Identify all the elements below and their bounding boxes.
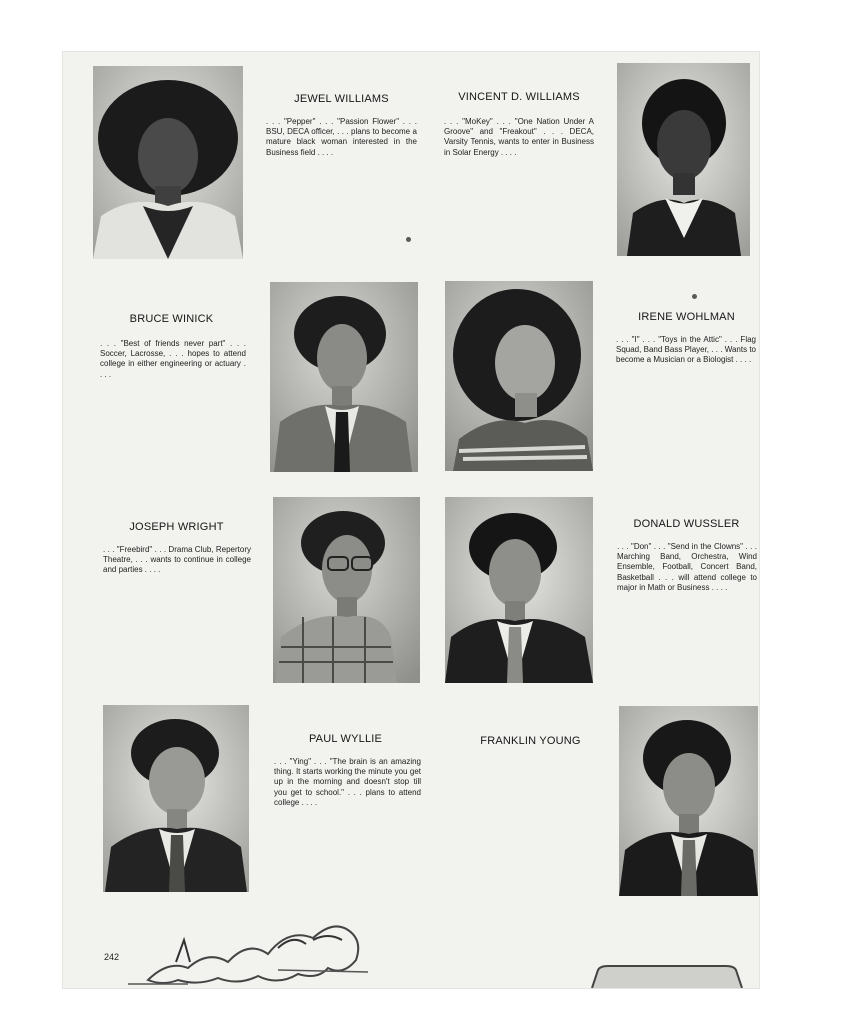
print-spot [406,237,411,242]
student-name: JOSEPH WRIGHT [129,521,224,533]
student-name: IRENE WOHLMAN [638,311,735,323]
student-name: DONALD WUSSLER [633,518,740,530]
print-spot [692,294,697,299]
student-name: VINCENT D. WILLIAMS [458,91,580,103]
student-bio: . . . "Pepper" . . . "Passion Flower" . . . BSU, DECA officer, . . . plans to become a mature black woman interested in the Business field . . . . [266,117,417,157]
portrait-franklin-young [619,706,758,896]
page-number: 242 [104,952,120,962]
student-name: JEWEL WILLIAMS [294,93,389,105]
student-name: PAUL WYLLIE [308,733,383,745]
student-bio: . . . "I" . . . "Toys in the Attic" . . . Flag Squad, Band Bass Player, . . . Wants to become a Musician or a Biologist . . . . [616,335,756,365]
student-bio: . . . "Don" . . . "Send in the Clowns" . . . Marching Band, Orchestra, Wind Ensemble, Football, Concert Band, Basketball . . . will attend college to major in Math or Business . . . . [617,542,757,592]
portrait-irene-wohlman [445,281,593,471]
portrait-jewel-williams [93,66,243,259]
portrait-donald-wussler [445,497,593,683]
wave-drawing [128,910,373,988]
portrait-joseph-wright [273,497,420,683]
student-bio: . . . "Ying" . . . "The brain is an amazing thing. It starts working the minute you get up in the morning and doesn't stop till you get to school." . . . plans to attend college . . . . [274,757,421,807]
student-bio: . . . "Best of friends never part" . . . Soccer, Lacrosse, . . . hopes to attend college in either engineering or actuary . . . . [100,339,246,379]
student-bio: . . . "Freebird" . . . Drama Club, Repertory Theatre, . . . wants to continue in college and parties . . . . [103,545,251,575]
page-tab [588,964,746,988]
portrait-vincent-d-williams [617,63,750,256]
student-name: FRANKLIN YOUNG [480,735,581,747]
student-bio: . . . "MoKey" . . . "One Nation Under A Groove" and "Freakout" . . . DECA, Varsity Tennis, wants to enter in Business in Solar Energy . . . . [444,117,594,157]
portrait-bruce-winick [270,282,418,472]
portrait-paul-wyllie [103,705,249,892]
student-name: BRUCE WINICK [129,313,214,325]
